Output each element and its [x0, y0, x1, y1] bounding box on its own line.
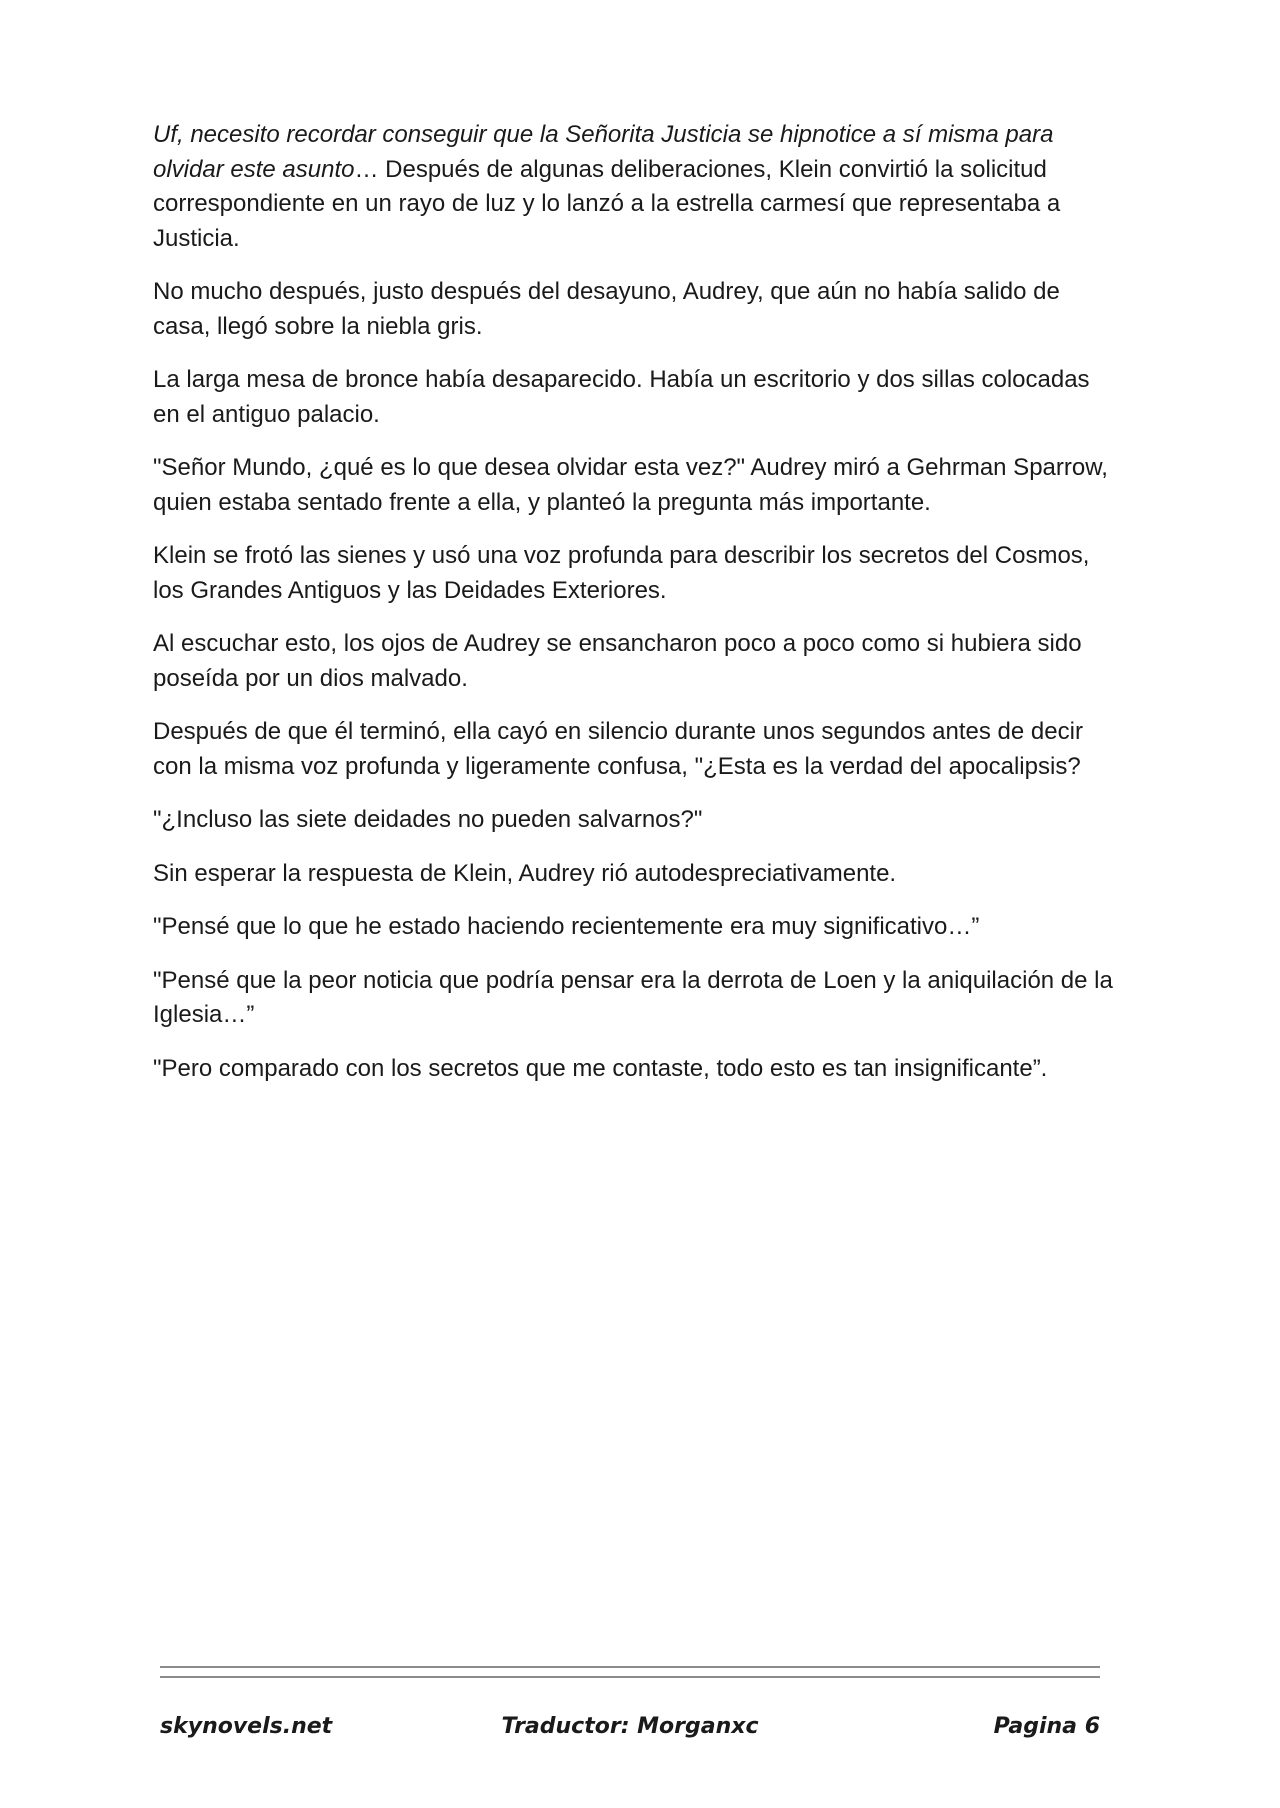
footer-divider [160, 1666, 1100, 1678]
footer-site: skynovels.net [160, 1714, 333, 1739]
paragraph-1 [153, 118, 1113, 256]
paragraph-2: No mucho después, justo después del desayuno, Audrey, que aún no había salido de casa, llegó sobre la niebla gris. [153, 278, 1060, 340]
paragraph-10: "Pensé que lo que he estado haciendo recientemente era muy significativo…” [153, 913, 980, 940]
paragraph-7: Después de que él terminó, ella cayó en silencio durante unos segundos antes de decir con la misma voz profunda y ligeramente confusa, "¿Esta es la verdad del apocalipsis? [153, 718, 1083, 780]
footer-translator: Traductor: Morganxc [501, 1714, 759, 1739]
footer-rule-top [160, 1666, 1100, 1668]
footer-rule-bottom [160, 1676, 1100, 1678]
page-footer [160, 1714, 1100, 1748]
paragraph-1-italic-lead: Uf, necesito recordar conseguir que la Señorita Justicia se hipnotice a sí misma para olvidar este asunto [153, 121, 1054, 183]
paragraph-9: Sin esperar la respuesta de Klein, Audrey rió autodespreciativamente. [153, 859, 897, 887]
paragraph-3: La larga mesa de bronce había desaparecido. Había un escritorio y dos sillas colocadas en el antiguo palacio. [153, 366, 1090, 428]
document-body [153, 118, 1113, 1105]
footer-page-number: Pagina 6 [993, 1714, 1100, 1739]
paragraph-12: "Pero comparado con los secretos que me contaste, todo esto es tan insignificante”. [153, 1054, 1048, 1082]
paragraph-8: "¿Incluso las siete deidades no pueden salvarnos?" [153, 806, 703, 833]
paragraph-5: Klein se frotó las sienes y usó una voz profunda para describir los secretos del Cosmos, los Grandes Antiguos y las Deidades Exteriores. [153, 542, 1090, 604]
paragraph-11: "Pensé que la peor noticia que podría pensar era la derrota de Loen y la aniquilación de la Iglesia…” [153, 966, 1113, 1028]
paragraph-1-text: … Después de algunas deliberaciones, Klein convirtió la solicitud correspondiente en un rayo de luz y lo lanzó a la estrella carmesí que representaba a Justicia. [153, 155, 1061, 252]
paragraph-6: Al escuchar esto, los ojos de Audrey se ensancharon poco a poco como si hubiera sido poseída por un dios malvado. [153, 630, 1082, 692]
paragraph-4: "Señor Mundo, ¿qué es lo que desea olvidar esta vez?" Audrey miró a Gehrman Sparrow, quien estaba sentado frente a ella, y planteó la pregunta más importante. [153, 454, 1108, 516]
